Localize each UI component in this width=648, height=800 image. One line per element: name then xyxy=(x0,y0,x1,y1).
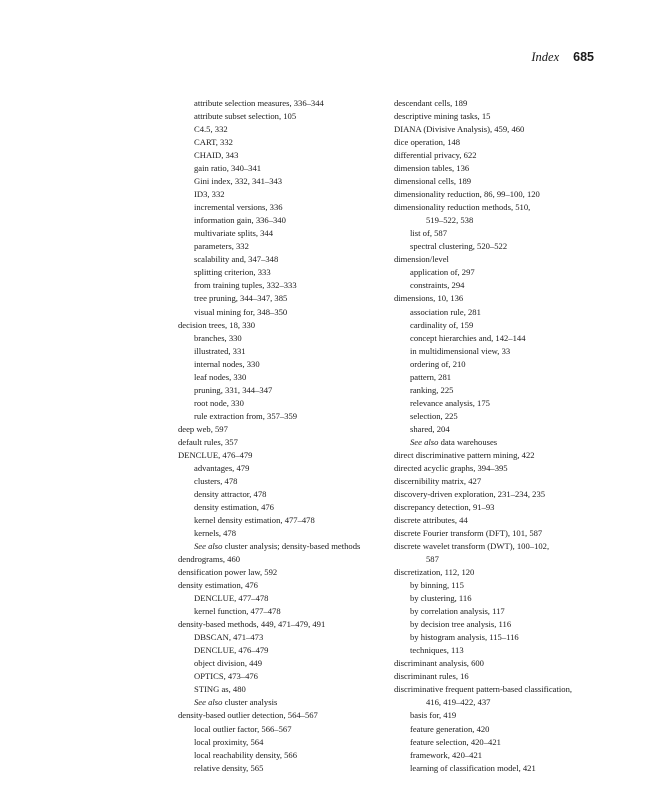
entry-text: relative density, 565 xyxy=(194,762,264,773)
index-entry xyxy=(394,201,604,214)
entry-text: incremental versions, 336 xyxy=(194,202,283,213)
entry-text: multivariate splits, 344 xyxy=(194,228,274,239)
index-entry xyxy=(178,423,388,436)
index-subentry xyxy=(178,644,388,657)
index-subentry xyxy=(178,279,388,292)
index-entry xyxy=(394,162,604,175)
index-subentry xyxy=(178,736,388,749)
index-subentry xyxy=(394,227,604,240)
entry-text: density-based outlier detection, 564–567 xyxy=(178,710,318,721)
entry-text: dice operation, 148 xyxy=(394,137,461,148)
index-subentry xyxy=(178,332,388,345)
entry-text: in multidimensional view, 33 xyxy=(410,345,511,356)
index-subentry xyxy=(394,618,604,631)
index-subentry xyxy=(178,188,388,201)
entry-text: by histogram analysis, 115–116 xyxy=(410,632,519,643)
entry-text: by decision tree analysis, 116 xyxy=(410,619,512,630)
index-entry xyxy=(394,488,604,501)
index-subentry xyxy=(394,631,604,644)
entry-text: association rule, 281 xyxy=(410,306,481,317)
entry-text: from training tuples, 332–333 xyxy=(194,280,297,291)
index-entry xyxy=(394,540,604,553)
index-entry xyxy=(178,436,388,449)
index-entry xyxy=(394,657,604,670)
entry-text: cluster analysis; density-based methods xyxy=(224,541,361,552)
entry-text: by clustering, 116 xyxy=(410,593,472,604)
index-subentry xyxy=(394,709,604,722)
index-subentry xyxy=(394,384,604,397)
section-title: Index xyxy=(531,50,560,64)
index-entry xyxy=(178,319,388,332)
entry-text: illustrated, 331 xyxy=(194,345,246,356)
entry-text: discernibility matrix, 427 xyxy=(394,475,482,486)
entry-text: 519–522, 538 xyxy=(426,215,474,226)
entry-text: discovery-driven exploration, 231–234, 235 xyxy=(394,488,546,499)
index-subentry xyxy=(394,749,604,762)
index-entry xyxy=(178,618,388,631)
entry-text: 587 xyxy=(426,554,439,565)
entry-text: discriminant rules, 16 xyxy=(394,671,469,682)
index-entry xyxy=(394,670,604,683)
index-subentry xyxy=(178,683,388,696)
index-subentry xyxy=(178,253,388,266)
index-subentry xyxy=(178,592,388,605)
index-subentry xyxy=(178,345,388,358)
entry-text: pruning, 331, 344–347 xyxy=(194,384,273,395)
index-entry xyxy=(394,462,604,475)
entry-text: dimensionality reduction, 86, 99–100, 120 xyxy=(394,189,540,200)
index-subentry xyxy=(394,240,604,253)
entry-text: by binning, 115 xyxy=(410,580,464,591)
index-subentry xyxy=(178,631,388,644)
index-entry xyxy=(394,449,604,462)
index-subentry xyxy=(178,384,388,397)
index-subentry xyxy=(178,201,388,214)
index-entry xyxy=(394,110,604,123)
entry-text: gain ratio, 340–341 xyxy=(194,163,262,174)
index-column-right xyxy=(394,97,604,775)
index-subentry xyxy=(178,762,388,775)
index-subentry xyxy=(178,723,388,736)
index-subentry xyxy=(394,371,604,384)
entry-text: tree pruning, 344–347, 385 xyxy=(194,293,288,304)
index-subentry xyxy=(178,371,388,384)
index-entry xyxy=(394,514,604,527)
entry-text: clusters, 478 xyxy=(194,475,238,486)
entry-text: scalability and, 347–348 xyxy=(194,254,279,265)
index-subentry xyxy=(178,540,388,553)
entry-text: CART, 332 xyxy=(194,137,233,148)
entry-text: discretization, 112, 120 xyxy=(394,567,475,578)
index-subentry xyxy=(394,266,604,279)
index-subentry xyxy=(178,97,388,110)
index-subentry xyxy=(178,214,388,227)
index-subentry xyxy=(394,736,604,749)
index-subentry xyxy=(178,605,388,618)
index-subentry xyxy=(178,149,388,162)
entry-text: list of, 587 xyxy=(410,228,448,239)
entry-text: leaf nodes, 330 xyxy=(194,371,247,382)
index-entry xyxy=(394,188,604,201)
index-entry xyxy=(394,475,604,488)
entry-text: basis for, 419 xyxy=(410,710,457,721)
entry-text: differential privacy, 622 xyxy=(394,150,477,161)
entry-text: information gain, 336–340 xyxy=(194,215,286,226)
index-subentry xyxy=(394,723,604,736)
index-entry xyxy=(394,501,604,514)
index-entry xyxy=(178,579,388,592)
index-subentry xyxy=(178,475,388,488)
entry-text: parameters, 332 xyxy=(194,241,249,252)
entry-text: ranking, 225 xyxy=(410,384,454,395)
entry-text: density attractor, 478 xyxy=(194,488,267,499)
entry-text: CHAID, 343 xyxy=(194,150,239,161)
index-subentry xyxy=(178,749,388,762)
see-also-label: See also xyxy=(194,697,223,708)
index-subentry xyxy=(394,319,604,332)
index-entry xyxy=(394,136,604,149)
index-entry xyxy=(394,149,604,162)
entry-text: density estimation, 476 xyxy=(194,501,274,512)
entry-text: dimensions, 10, 136 xyxy=(394,293,464,304)
index-entry xyxy=(394,566,604,579)
entry-text: object division, 449 xyxy=(194,658,263,669)
entry-text: discrepancy detection, 91–93 xyxy=(394,501,495,512)
entry-text: feature generation, 420 xyxy=(410,723,490,734)
index-subentry xyxy=(394,306,604,319)
entry-text: C4.5, 332 xyxy=(194,124,228,135)
index-subentry xyxy=(178,358,388,371)
entry-text: densification power law, 592 xyxy=(178,567,278,578)
index-subentry xyxy=(394,358,604,371)
index-subentry xyxy=(178,696,388,709)
entry-text: dimensional cells, 189 xyxy=(394,176,472,187)
index-entry xyxy=(394,97,604,110)
entry-text: kernel function, 477–478 xyxy=(194,606,281,617)
entry-text: splitting criterion, 333 xyxy=(194,267,271,278)
entry-text: cluster analysis xyxy=(224,697,278,708)
index-subentry xyxy=(394,397,604,410)
entry-text: cardinality of, 159 xyxy=(410,319,474,330)
entry-text: discrete Fourier transform (DFT), 101, 587 xyxy=(394,528,543,539)
entry-text: directed acyclic graphs, 394–395 xyxy=(394,462,508,473)
entry-text: discriminative frequent pattern-based classification, xyxy=(394,684,573,695)
entry-text: dimension/level xyxy=(394,254,449,265)
entry-text: OPTICS, 473–476 xyxy=(194,671,258,682)
index-subentry xyxy=(178,670,388,683)
index-entry xyxy=(394,253,604,266)
entry-text: kernel density estimation, 477–478 xyxy=(194,515,315,525)
index-subentry xyxy=(394,423,604,436)
index-subentry xyxy=(178,292,388,305)
entry-text: selection, 225 xyxy=(410,410,458,421)
entry-text: dimensionality reduction methods, 510, xyxy=(394,202,531,213)
see-also-label: See also xyxy=(410,436,439,447)
index-subentry xyxy=(178,123,388,136)
index-entry xyxy=(394,683,604,696)
entry-text: kernels, 478 xyxy=(194,528,237,539)
index-subentry xyxy=(394,332,604,345)
entry-text: decision trees, 18, 330 xyxy=(178,319,256,330)
entry-text: pattern, 281 xyxy=(410,371,452,382)
entry-text: local proximity, 564 xyxy=(194,736,264,747)
index-subentry xyxy=(178,410,388,423)
index-subentry xyxy=(394,436,604,449)
entry-text: Gini index, 332, 341–343 xyxy=(194,176,283,187)
entry-text: STING as, 480 xyxy=(194,684,246,695)
index-subentry xyxy=(178,462,388,475)
index-subentry xyxy=(178,657,388,670)
index-entry xyxy=(394,175,604,188)
entry-text: discrete wavelet transform (DWT), 100–102, xyxy=(394,541,550,552)
index-subentry xyxy=(394,592,604,605)
index-entry xyxy=(178,449,388,462)
entry-text: framework, 420–421 xyxy=(410,749,483,760)
index-subentry xyxy=(178,162,388,175)
entry-text: discrete attributes, 44 xyxy=(394,515,468,525)
entry-text: DENCLUE, 477–478 xyxy=(194,593,269,604)
index-subentry xyxy=(394,579,604,592)
index-subentry xyxy=(394,553,604,566)
entry-text: deep web, 597 xyxy=(178,423,228,434)
entry-text: DBSCAN, 471–473 xyxy=(194,632,264,643)
index-entry xyxy=(178,566,388,579)
index-subentry xyxy=(178,527,388,540)
entry-text: feature selection, 420–421 xyxy=(410,736,501,747)
index-subentry xyxy=(178,501,388,514)
entry-text: attribute subset selection, 105 xyxy=(194,111,297,122)
entry-text: dendrograms, 460 xyxy=(178,554,241,565)
entry-text: local reachability density, 566 xyxy=(194,749,298,760)
entry-text: advantages, 479 xyxy=(194,462,250,473)
running-header xyxy=(531,50,594,64)
entry-text: internal nodes, 330 xyxy=(194,358,260,369)
index-subentry xyxy=(394,762,604,775)
index-entry xyxy=(178,709,388,722)
index-subentry xyxy=(178,110,388,123)
index-subentry xyxy=(394,644,604,657)
entry-text: root node, 330 xyxy=(194,397,244,408)
entry-text: application of, 297 xyxy=(410,267,475,278)
entry-text: techniques, 113 xyxy=(410,645,464,656)
index-subentry xyxy=(394,605,604,618)
entry-text: relevance analysis, 175 xyxy=(410,397,490,408)
entry-text: ordering of, 210 xyxy=(410,358,466,369)
index-entry xyxy=(394,292,604,305)
index-subentry xyxy=(394,696,604,709)
entry-text: DENCLUE, 476–479 xyxy=(194,645,269,656)
entry-text: default rules, 357 xyxy=(178,436,238,447)
entry-text: discriminant analysis, 600 xyxy=(394,658,484,669)
entry-text: learning of classification model, 421 xyxy=(410,762,536,773)
index-subentry xyxy=(394,410,604,423)
entry-text: 416, 419–422, 437 xyxy=(426,697,491,708)
entry-text: visual mining for, 348–350 xyxy=(194,306,288,317)
index-subentry xyxy=(178,240,388,253)
entry-text: ID3, 332 xyxy=(194,189,225,200)
index-entry xyxy=(394,123,604,136)
index-subentry xyxy=(178,397,388,410)
page-number: 685 xyxy=(573,50,594,64)
index-subentry xyxy=(394,345,604,358)
entry-text: DIANA (Divisive Analysis), 459, 460 xyxy=(394,124,525,135)
entry-text: branches, 330 xyxy=(194,332,242,343)
index-subentry xyxy=(178,514,388,527)
entry-text: spectral clustering, 520–522 xyxy=(410,241,508,252)
entry-text: DENCLUE, 476–479 xyxy=(178,449,253,460)
entry-text: density-based methods, 449, 471–479, 491 xyxy=(178,619,326,630)
index-subentry xyxy=(394,214,604,227)
index-entry xyxy=(394,527,604,540)
index-subentry xyxy=(178,227,388,240)
entry-text: concept hierarchies and, 142–144 xyxy=(410,332,526,343)
index-column-left xyxy=(178,97,388,775)
entry-text: local outlier factor, 566–567 xyxy=(194,723,292,734)
index-subentry xyxy=(178,306,388,319)
entry-text: shared, 204 xyxy=(410,423,450,434)
entry-text: constraints, 294 xyxy=(410,280,465,291)
index-entry xyxy=(178,553,388,566)
index-subentry xyxy=(178,266,388,279)
entry-text: dimension tables, 136 xyxy=(394,163,470,174)
entry-text: by correlation analysis, 117 xyxy=(410,606,505,617)
entry-text: attribute selection measures, 336–344 xyxy=(194,98,324,108)
index-subentry xyxy=(178,136,388,149)
entry-text: rule extraction from, 357–359 xyxy=(194,410,298,421)
entry-text: descriptive mining tasks, 15 xyxy=(394,111,491,122)
entry-text: data warehouses xyxy=(440,436,498,447)
entry-text: density estimation, 476 xyxy=(178,580,258,591)
index-subentry xyxy=(178,488,388,501)
index-subentry xyxy=(394,279,604,292)
index-subentry xyxy=(178,175,388,188)
entry-text: direct discriminative pattern mining, 422 xyxy=(394,449,535,460)
entry-text: descendant cells, 189 xyxy=(394,98,468,108)
see-also-label: See also xyxy=(194,541,223,552)
